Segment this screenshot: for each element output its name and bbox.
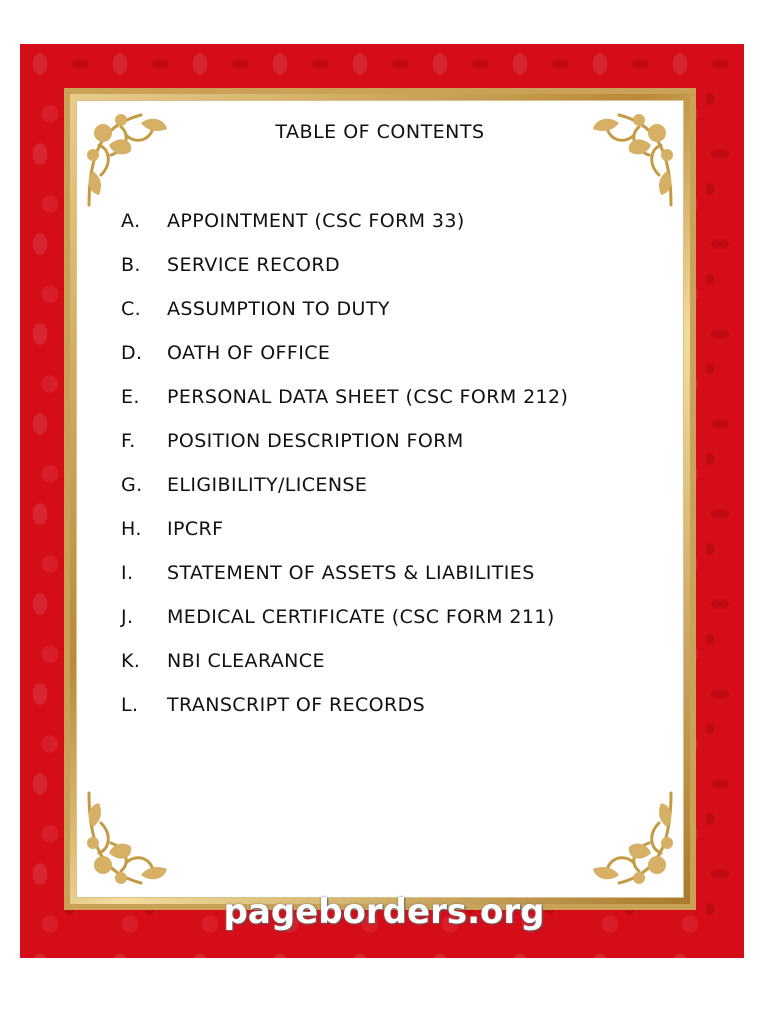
table-of-contents-list: [121, 199, 568, 727]
item-text: SERVICE RECORD: [167, 254, 341, 276]
ornament-corner-icon: [569, 783, 679, 893]
watermark-text: pageborders.org: [223, 892, 545, 932]
content-area: [76, 100, 684, 898]
page-title: TABLE OF CONTENTS: [275, 121, 485, 143]
item-letter: I.: [121, 562, 134, 584]
item-text: POSITION DESCRIPTION FORM: [167, 430, 464, 452]
item-letter: K.: [121, 650, 141, 672]
item-text: IPCRF: [167, 518, 224, 540]
item-text: TRANSCRIPT OF RECORDS: [167, 694, 426, 716]
item-letter: B.: [121, 254, 141, 276]
ornament-corner-icon: [81, 783, 191, 893]
list-item: [121, 683, 568, 727]
item-letter: G.: [121, 474, 143, 496]
list-item: [121, 243, 568, 287]
item-text: PERSONAL DATA SHEET (CSC FORM 212): [167, 386, 569, 408]
list-item: [121, 551, 568, 595]
item-text: APPOINTMENT (CSC FORM 33): [167, 210, 465, 232]
list-item: [121, 287, 568, 331]
list-item: [121, 507, 568, 551]
item-letter: C.: [121, 298, 142, 320]
list-item: [121, 595, 568, 639]
item-text: OATH OF OFFICE: [167, 342, 331, 364]
item-letter: F.: [121, 430, 136, 452]
item-letter: H.: [121, 518, 142, 540]
list-item: [121, 419, 568, 463]
item-letter: E.: [121, 386, 140, 408]
item-letter: L.: [121, 694, 139, 716]
gold-frame: [64, 88, 696, 910]
list-item: [121, 639, 568, 683]
item-text: NBI CLEARANCE: [167, 650, 325, 672]
list-item: [121, 331, 568, 375]
item-text: ELIGIBILITY/LICENSE: [167, 474, 368, 496]
item-text: ASSUMPTION TO DUTY: [167, 298, 390, 320]
item-letter: A.: [121, 210, 141, 232]
item-letter: J.: [121, 606, 134, 628]
item-letter: D.: [121, 342, 143, 364]
item-text: STATEMENT OF ASSETS & LIABILITIES: [167, 562, 535, 584]
list-item: [121, 199, 568, 243]
item-text: MEDICAL CERTIFICATE (CSC FORM 211): [167, 606, 555, 628]
list-item: [121, 463, 568, 507]
list-item: [121, 375, 568, 419]
